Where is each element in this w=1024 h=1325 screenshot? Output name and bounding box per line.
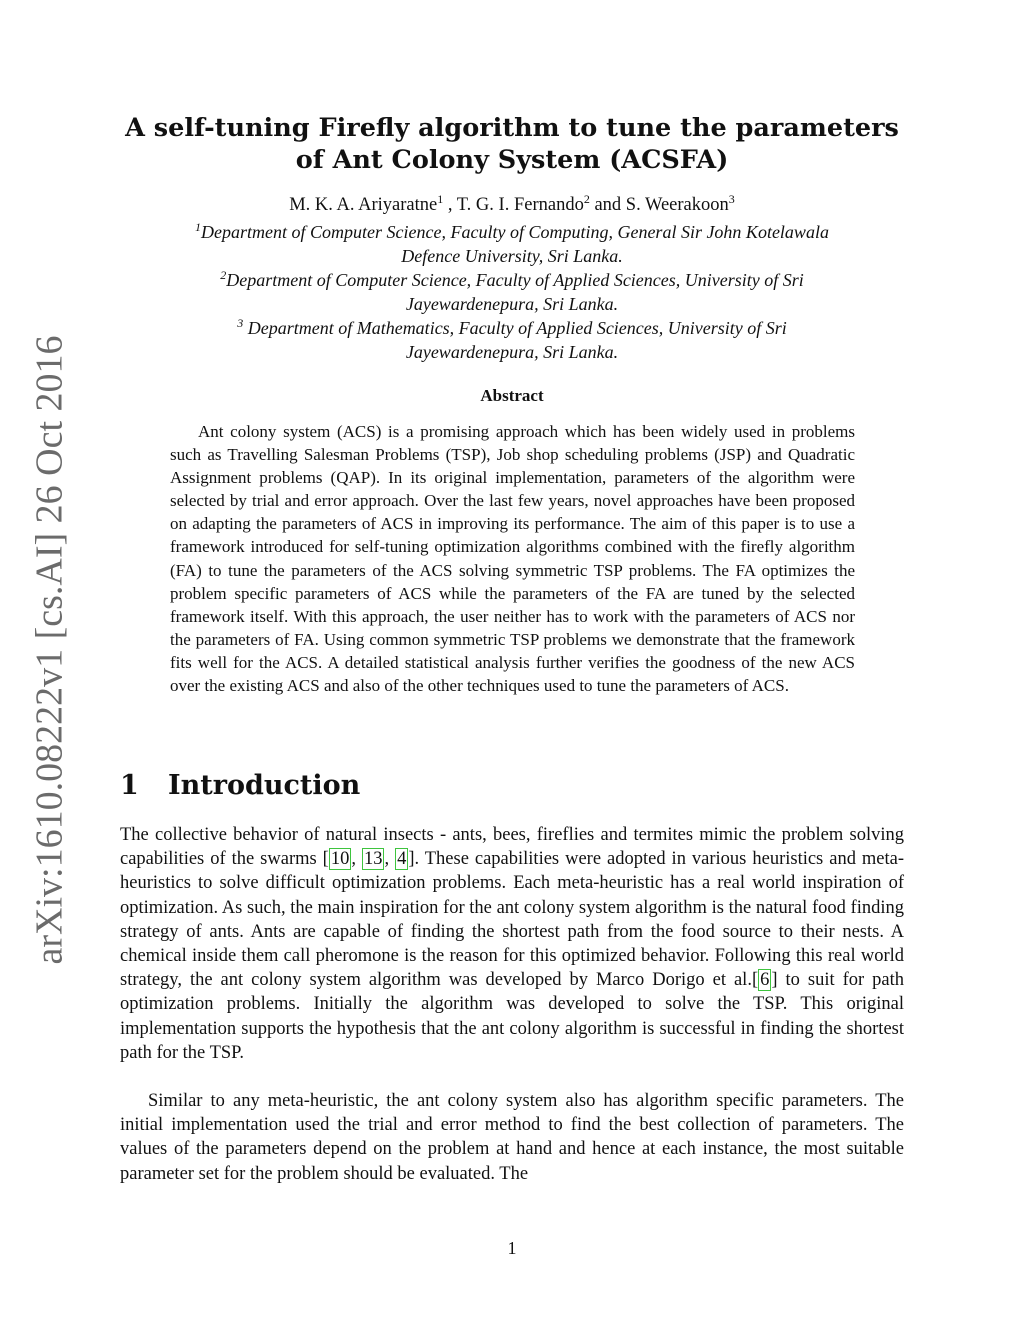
affiliation-2: [100, 268, 924, 316]
arxiv-identifier-text: arXiv:1610.08222v1 [cs.AI] 26 Oct 2016: [28, 335, 71, 965]
author-3: and S. Weerakoon: [589, 195, 729, 215]
section-heading-introduction: [120, 770, 360, 801]
author-2-mark: 2: [583, 191, 590, 206]
page-number: 1: [507, 1238, 517, 1258]
section-number: 1: [120, 770, 139, 801]
affiliation-1-line-2: Defence University, Sri Lanka.: [401, 246, 623, 266]
abstract-text: Ant colony system (ACS) is a promising approach which has been widely used in problems such as Travelling Salesman Problems (TSP), Job shop scheduling problems (JSP) and Quadratic Assignment problems (QAP). In its original implementation, parameters of the algorithm were selected by trial and error approach. Over the last few years, novel approaches have been proposed on adapting the parameters of ACS in improving its performance. The aim of this paper is to use a framework introduced for self-tuning optimization algorithms combined with the firefly algorithm (FA) to tune the parameters of the ACS solving symmetric TSP problems. The FA optimizes the problem specific parameters of ACS while the parameters of the FA are tuned by the selected framework itself. With this approach, the user neither has to work with the parameters of ACS nor the parameters of FA. Using common symmetric TSP problems we demonstrate that the framework fits well for the ACS. A detailed statistical analysis further verifies the goodness of the new ACS over the existing ACS and also of the other techniques used to tune the parameters of ACS.: [170, 422, 855, 696]
affiliation-2-mark: 2: [220, 268, 227, 282]
author-1: M. K. A. Ariyaratne: [289, 195, 438, 215]
citation-link-10[interactable]: 10: [330, 849, 350, 870]
affiliation-1-line-1: Department of Computer Science, Faculty of Computing, General Sir John Kotelawala: [201, 222, 829, 242]
author-list: [100, 191, 924, 216]
title-line-1: A self-tuning Firefly algorithm to tune the parameters: [125, 113, 899, 143]
title-line-2: of Ant Colony System (ACSFA): [295, 145, 729, 175]
arxiv-identifier-stamp: [24, 335, 74, 965]
intro-p1-part-a: The collective behavior of natural insects - ants, bees, fireflies and termites mimic the problem solving capabilities of the swarms [: [120, 825, 904, 870]
citation-link-4[interactable]: 4: [397, 849, 407, 870]
affiliation-2-line-1: Department of Computer Science, Faculty of Applied Sciences, University of Sri: [226, 270, 804, 290]
intro-paragraph-1: [120, 823, 904, 1065]
citation-link-6[interactable]: 6: [760, 970, 770, 991]
citation-separator: ,: [351, 849, 362, 870]
citation-separator: ,: [384, 849, 396, 870]
author-2: , T. G. I. Fernando: [443, 195, 584, 215]
affiliation-3-mark: 3: [237, 316, 244, 330]
intro-p1-part-b: ]. These capabilities were adopted in various heuristics and meta-heuristics to solve difficult optimization problems. Each meta-heuristic has a real world inspiration of optimization. As such, the main inspiration for the ant colony system algorithm is the natural food finding strategy of ants. Ants are capable of finding the shortest path from the food source to their nests. A chemical inside them call pheromone is the reason for this optimized behavior. Following this real world strategy, the ant colony system algorithm was developed by Marco Dorigo et al.[: [120, 849, 905, 991]
author-3-mark: 3: [728, 191, 735, 206]
affiliation-1-mark: 1: [195, 220, 202, 234]
section-title: Introduction: [168, 770, 361, 801]
intro-paragraph-2: Similar to any meta-heuristic, the ant colony system also has algorithm specific parameters. The initial implementation used the trial and error method to find the best collection of parameters. The values of the parameters depend on the problem at hand and hence at each instance, the most suitable parameter set for the problem should be evaluated. The: [120, 1091, 904, 1184]
intro-p1-part-c: ] to suit for path optimization problems. Initially the algorithm was developed to solve the TSP. This original implementation supports the hypothesis that the ant colony algorithm is successful in finding the shortest path for the TSP.: [120, 970, 905, 1063]
affiliation-3-line-1: Department of Mathematics, Faculty of Applied Sciences, University of Sri: [243, 318, 787, 338]
affiliation-3: [100, 316, 924, 364]
citation-link-13[interactable]: 13: [363, 849, 383, 870]
abstract-heading: Abstract: [480, 386, 544, 405]
author-1-mark: 1: [437, 191, 444, 206]
affiliation-2-line-2: Jayewardenepura, Sri Lanka.: [405, 294, 619, 314]
affiliation-1: [100, 220, 924, 268]
affiliation-3-line-2: Jayewardenepura, Sri Lanka.: [405, 342, 619, 362]
paper-title: [100, 112, 924, 176]
